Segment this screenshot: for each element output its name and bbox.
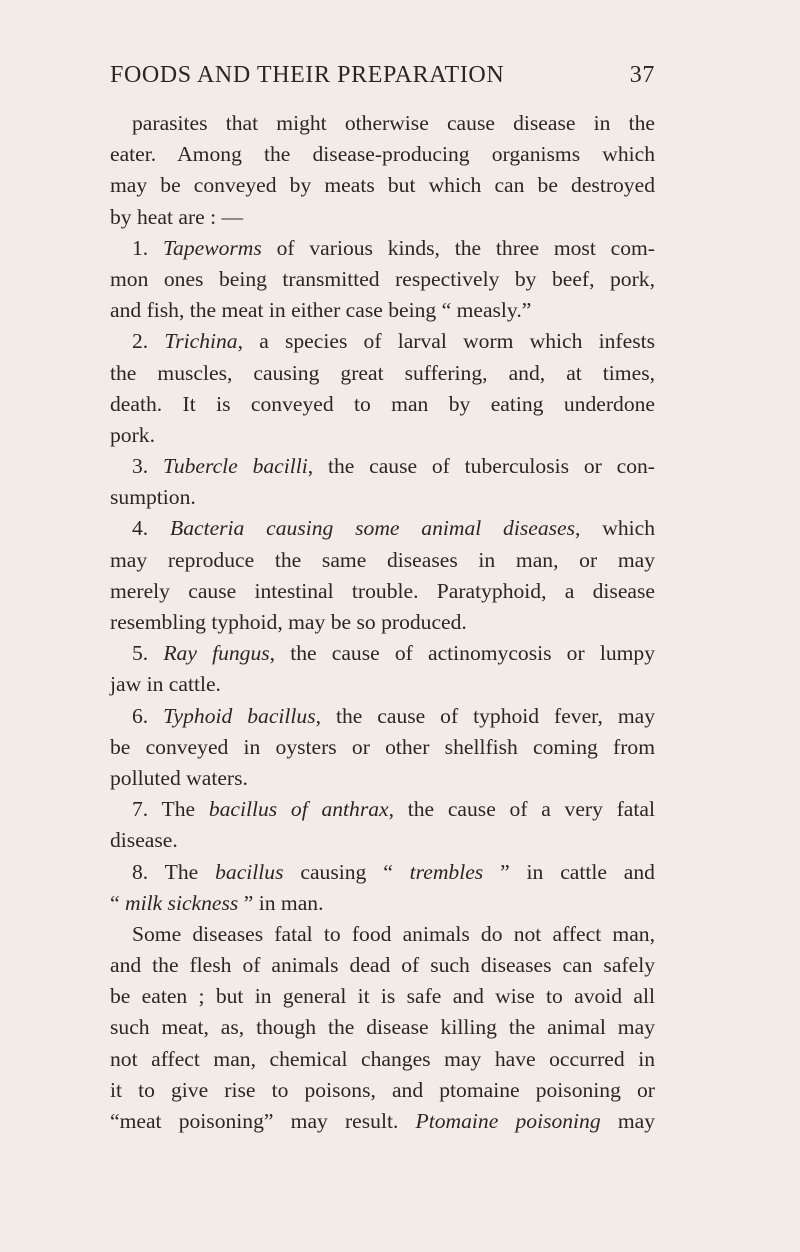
list-item-5-line: 5. Ray fungus, the cause of actinomycosis or lumpy [132,641,656,666]
text-line: may be conveyed by meats but which can be destroyed [110,173,655,198]
list-item-6-line: 6. Typhoid bacillus, the cause of typhoid fever, may [132,703,656,728]
text-line: by heat are : — [110,204,244,229]
list-item-1-line: 1. Tapeworms of various kinds, the three most com- [132,235,655,260]
text-line: “meat poisoning” may result. Ptomaine poisoning may [110,1109,656,1133]
text-line: may reproduce the same diseases in man, or may [110,547,655,572]
text-line: eater. Among the disease-producing organisms which [110,142,655,167]
text-line: it to give rise to poisons, and ptomaine poisoning or [110,1077,655,1102]
text-line: death. It is conveyed to man by eating underdone [110,391,655,416]
list-item-4-line: 4. Bacteria causing some animal diseases, which [132,516,655,541]
text-line: not affect man, chemical changes may have occurred in [110,1046,655,1071]
text-line: mon ones being transmitted respectively by beef, pork, [110,266,655,291]
paragraph-line: Some diseases fatal to food animals do not affect man, [132,921,655,946]
text-line: merely cause intestinal trouble. Paratyphoid, a disease [110,578,655,603]
text-line: and the flesh of animals dead of such diseases can safely [110,953,655,978]
body-text [110,108,655,1137]
text-line: “ milk sickness ” in man. [110,890,324,915]
page-number: 37 [629,62,655,88]
text-line: jaw in cattle. [110,672,221,697]
text-line: such meat, as, though the disease killing the animal may [110,1015,655,1040]
running-head-title: FOODS AND THEIR PREPARATION [110,62,505,88]
text-line: the muscles, causing great suffering, and, at times, [110,360,655,385]
list-item-7-line: 7. The bacillus of anthrax, the cause of a very fatal [132,797,655,822]
text-line: and fish, the meat in either case being “ measly.” [110,298,532,323]
text-line: resembling typhoid, may be so produced. [110,610,467,634]
text-line: be conveyed in oysters or other shellfish coming from [110,734,655,759]
text-line: be eaten ; but in general it is safe and wise to avoid all [110,984,655,1009]
text-line: polluted waters. [110,765,248,790]
text-line: disease. [110,828,178,853]
text-line: parasites that might otherwise cause disease in the [132,111,655,135]
text-line: pork. [110,422,155,447]
text-line: sumption. [110,485,196,510]
list-item-2-line: 2. Trichina, a species of larval worm which infests [132,329,656,354]
list-item-3-line: 3. Tubercle bacilli, the cause of tuberculosis or con- [132,454,655,479]
list-item-8-line: 8. The bacillus causing “ trembles ” in cattle and [132,859,655,884]
